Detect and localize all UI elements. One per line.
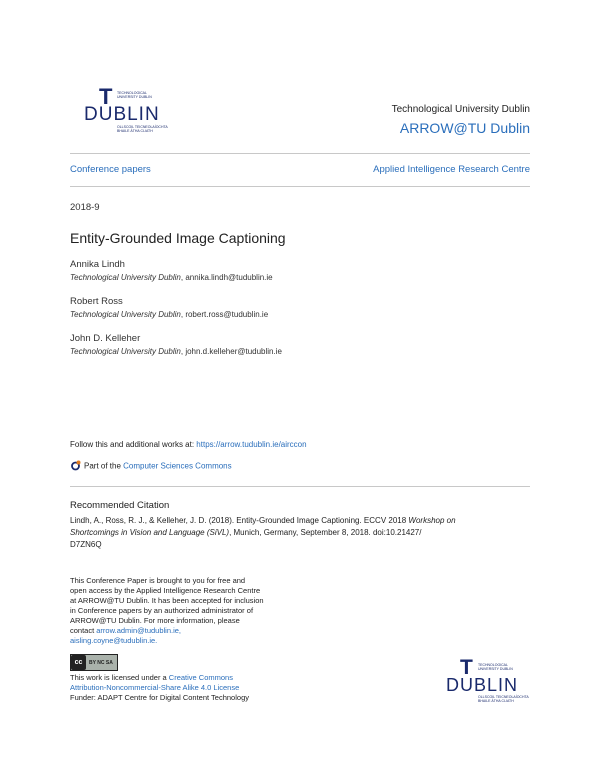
logo-small-text-bottom: OLLSCOIL TEICNEOLAÍOCHTA BHAILE ÁTHA CLIATH xyxy=(478,695,529,703)
logo-letter-t: T xyxy=(460,656,473,679)
tu-dublin-logo xyxy=(84,84,184,138)
logo-small-text-top: TECHNOLOGICAL UNIVERSITY DUBLIN xyxy=(117,91,152,99)
nav-divider xyxy=(70,186,530,187)
license-text: This work is licensed under a Creative Commons Attribution-Noncommercial-Share Alike 4.0 License Funder: ADAPT Centre for Digital Content Technology xyxy=(70,673,330,703)
cc-license-badge[interactable] xyxy=(70,654,118,671)
funder-text: Funder: ADAPT Centre for Digital Content Technology xyxy=(70,693,249,702)
repository-link[interactable]: ARROW@TU Dublin xyxy=(399,120,530,136)
cc-logo-icon: cc xyxy=(71,655,86,670)
logo-small-text-top: TECHNOLOGICAL UNIVERSITY DUBLIN xyxy=(478,663,513,671)
network-icon xyxy=(70,460,81,473)
access-note: This Conference Paper is brought to you for free and open access by the Applied Intelligence Research Centre at ARROW@TU Dublin. It has been accepted for inclusion in Conference papers by an authorized administrator of ARROW@TU Dublin. For more information, please contact arrow.admin@tudublin.ie, aisling.coyne@tudublin.ie. xyxy=(70,576,264,645)
citation-text: Lindh, A., Ross, R. J., & Kelleher, J. D. (2018). Entity-Grounded Image Captioning. ECCV 2018 Workshop on Shortcomings in Vision and Language (SiVL), Munich, Germany, September 8, 2018. doi:10.21427/ D7ZN6Q xyxy=(70,516,456,549)
part-of-line: Part of the Computer Sciences Commons xyxy=(70,460,232,473)
author-name: John D. Kelleher xyxy=(70,333,141,344)
admin-email-link[interactable]: arrow.admin@tudublin.ie, xyxy=(96,626,182,635)
author-2 xyxy=(70,296,268,319)
citation-heading: Recommended Citation xyxy=(70,500,170,511)
publication-date: 2018-9 xyxy=(70,202,100,213)
computer-sciences-commons-link[interactable]: Computer Sciences Commons xyxy=(123,461,232,471)
coyne-email-link[interactable]: aisling.coyne@tudublin.ie. xyxy=(70,636,158,645)
logo-small-text-bottom: OLLSCOIL TEICNEOLAÍOCHTA BHAILE ÁTHA CLIATH xyxy=(117,125,168,133)
author-affiliation: Technological University Dublin, john.d.kelleher@tudublin.ie xyxy=(70,347,282,356)
logo-wordmark: DUBLIN xyxy=(84,104,160,125)
institution-name: Technological University Dublin xyxy=(391,104,530,115)
author-affiliation: Technological University Dublin, robert.ross@tudublin.ie xyxy=(70,310,269,319)
author-1 xyxy=(70,259,273,282)
logo-letter-t: T xyxy=(99,84,113,109)
tu-dublin-logo-footer xyxy=(446,656,546,710)
author-affiliation: Technological University Dublin, annika.lindh@tudublin.ie xyxy=(70,273,273,282)
research-centre-link[interactable]: Applied Intelligence Research Centre xyxy=(373,164,530,175)
conference-papers-link[interactable]: Conference papers xyxy=(70,164,151,175)
creative-commons-link[interactable]: Creative Commons xyxy=(168,673,233,682)
follow-works-line: Follow this and additional works at: https://arrow.tudublin.ie/airccon xyxy=(70,440,307,449)
logo-wordmark: DUBLIN xyxy=(446,675,519,695)
paper-title: Entity-Grounded Image Captioning xyxy=(70,230,286,246)
author-3 xyxy=(70,333,282,356)
license-name-link[interactable]: Attribution-Noncommercial-Share Alike 4.0 License xyxy=(70,683,240,692)
header-divider xyxy=(70,153,530,154)
author-name: Annika Lindh xyxy=(70,259,125,270)
cc-by-nc-sa-icons: BY NC SA xyxy=(89,659,113,666)
collection-url-link[interactable]: https://arrow.tudublin.ie/airccon xyxy=(196,440,307,449)
citation-divider xyxy=(70,486,530,487)
author-name: Robert Ross xyxy=(70,296,123,307)
